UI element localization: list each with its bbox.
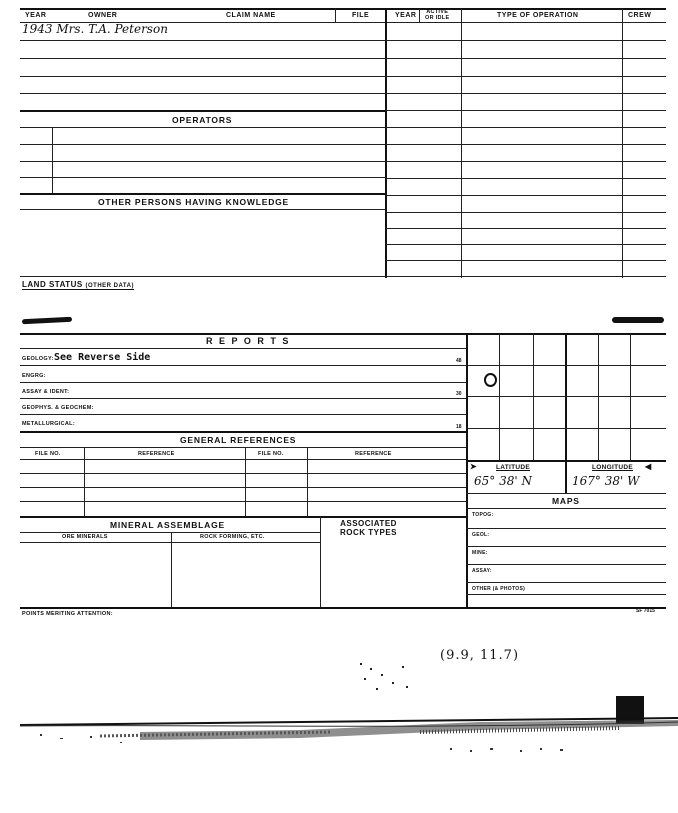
header-active-idle: ACTIVE OR IDLE [425, 9, 450, 21]
rule [20, 144, 386, 145]
maps-topog: TOPOG: [472, 512, 494, 518]
report-num-geology: 48 [456, 358, 462, 364]
maps-mine: MINE: [472, 550, 488, 556]
center-divider [385, 8, 387, 278]
rule [386, 40, 666, 41]
reports-right-divider [466, 333, 468, 607]
rule [466, 528, 666, 529]
rule [20, 398, 466, 399]
land-status-sub: (OTHER DATA) [85, 283, 134, 289]
report-label-engrg: ENGRG: [22, 373, 46, 379]
rule [386, 212, 666, 213]
longitude-value: 167° 38' W [572, 474, 640, 488]
rock-forming-label: ROCK FORMING, ETC. [200, 534, 265, 540]
other-persons-title: OTHER PERSONS HAVING KNOWLEDGE [98, 197, 290, 207]
rule [20, 177, 386, 178]
rule [20, 431, 466, 433]
reports-top-rule [20, 333, 666, 335]
rule [20, 459, 466, 460]
grid-line [565, 333, 567, 493]
ref-col-reference-2: REFERENCE [355, 451, 392, 457]
rule [20, 276, 666, 277]
divider [320, 516, 321, 607]
report-num-metallurgical: 18 [456, 424, 462, 430]
report-label-metallurgical: METALLURGICAL: [22, 421, 75, 427]
general-references-title: GENERAL REFERENCES [180, 435, 297, 445]
report-num-assay: 30 [456, 391, 462, 397]
header-type-of-operation: TYPE OF OPERATION [497, 12, 579, 19]
divider [335, 8, 336, 22]
ref-col-file-no-2: FILE NO. [258, 451, 284, 457]
divider [245, 447, 246, 516]
divider [171, 532, 172, 607]
maps-assay: ASSAY: [472, 568, 492, 574]
rule [386, 144, 666, 145]
rule [466, 564, 666, 565]
mineral-assemblage-title: MINERAL ASSEMBLAGE [110, 520, 225, 530]
rule [386, 228, 666, 229]
rule [20, 516, 466, 518]
owner-entry: 1943 Mrs. T.A. Peterson [22, 22, 168, 36]
header-claim-name: CLAIM NAME [226, 12, 276, 19]
handwritten-coordinates: (9.9, 11.7) [440, 648, 520, 663]
bottom-rule [20, 607, 666, 609]
header-owner: OWNER [88, 12, 118, 19]
rule [386, 127, 666, 128]
grid-line [466, 428, 666, 429]
divider [307, 447, 308, 516]
divider [52, 127, 53, 193]
rule [20, 382, 466, 383]
rule [386, 110, 666, 111]
points-meriting-attention: POINTS MERITING ATTENTION: [22, 611, 113, 617]
maps-other: OTHER (& PHOTOS) [472, 586, 526, 592]
grid-line [466, 365, 666, 366]
rule [20, 348, 466, 349]
maps-geol: GEOL: [472, 532, 490, 538]
associated-rock-types: ASSOCIATED ROCK TYPES [340, 519, 398, 537]
rule [20, 40, 386, 41]
rule [20, 110, 386, 112]
form-number: SF 7015 [636, 608, 655, 614]
scan-artifacts [0, 660, 678, 780]
report-value-geology: See Reverse Side [54, 352, 151, 363]
divider [461, 8, 462, 278]
rule [20, 447, 466, 448]
location-mark-icon [484, 373, 497, 387]
rule [20, 76, 386, 77]
divider [622, 8, 623, 278]
header-year-right: YEAR [395, 12, 417, 19]
land-status-label [22, 280, 134, 290]
rule [466, 508, 666, 509]
land-status-text: LAND STATUS [22, 280, 83, 289]
rule [386, 161, 666, 162]
header-crew: CREW [628, 12, 652, 19]
rule [466, 582, 666, 583]
rule [386, 76, 666, 77]
rule [466, 546, 666, 547]
header-file: FILE [352, 12, 370, 19]
report-label-geophys: GEOPHYS. & GEOCHEM: [22, 405, 94, 411]
rule [20, 161, 386, 162]
operators-title: OPERATORS [172, 115, 233, 125]
rule [386, 93, 666, 94]
longitude-arrow-icon: ◀ [645, 462, 652, 471]
latitude-label: LATITUDE [496, 464, 531, 471]
rule [386, 178, 666, 179]
rule [20, 542, 320, 543]
ore-minerals-label: ORE MINERALS [62, 534, 108, 540]
rule [466, 594, 666, 595]
rule [20, 532, 320, 533]
rule [20, 501, 466, 502]
rule [386, 195, 666, 196]
rule [20, 93, 386, 94]
latitude-arrow-icon: ➤ [470, 462, 477, 471]
divider [419, 8, 420, 22]
header-year: YEAR [25, 12, 47, 19]
report-label-assay: ASSAY & IDENT: [22, 389, 70, 395]
binding-mark-left [22, 317, 72, 325]
maps-title: MAPS [552, 496, 580, 506]
rule [466, 493, 666, 494]
grid-line [466, 460, 666, 462]
rule [20, 473, 466, 474]
rule [20, 487, 466, 488]
longitude-label: LONGITUDE [592, 464, 633, 471]
report-label-geology: GEOLOGY: [22, 356, 54, 362]
divider [84, 447, 85, 516]
ref-col-reference-1: REFERENCE [138, 451, 175, 457]
rule [20, 58, 386, 59]
top-rule [20, 8, 666, 10]
rule [20, 193, 386, 195]
rule [20, 127, 386, 128]
binding-mark-right [612, 317, 664, 323]
rule [20, 209, 386, 210]
rule [20, 414, 466, 415]
rule [20, 365, 466, 366]
rule [386, 244, 666, 245]
rule [386, 260, 666, 261]
ref-col-file-no-1: FILE NO. [35, 451, 61, 457]
reports-title: R E P O R T S [206, 336, 291, 346]
rule [386, 58, 666, 59]
latitude-value: 65° 38' N [474, 474, 532, 488]
grid-line [466, 396, 666, 397]
